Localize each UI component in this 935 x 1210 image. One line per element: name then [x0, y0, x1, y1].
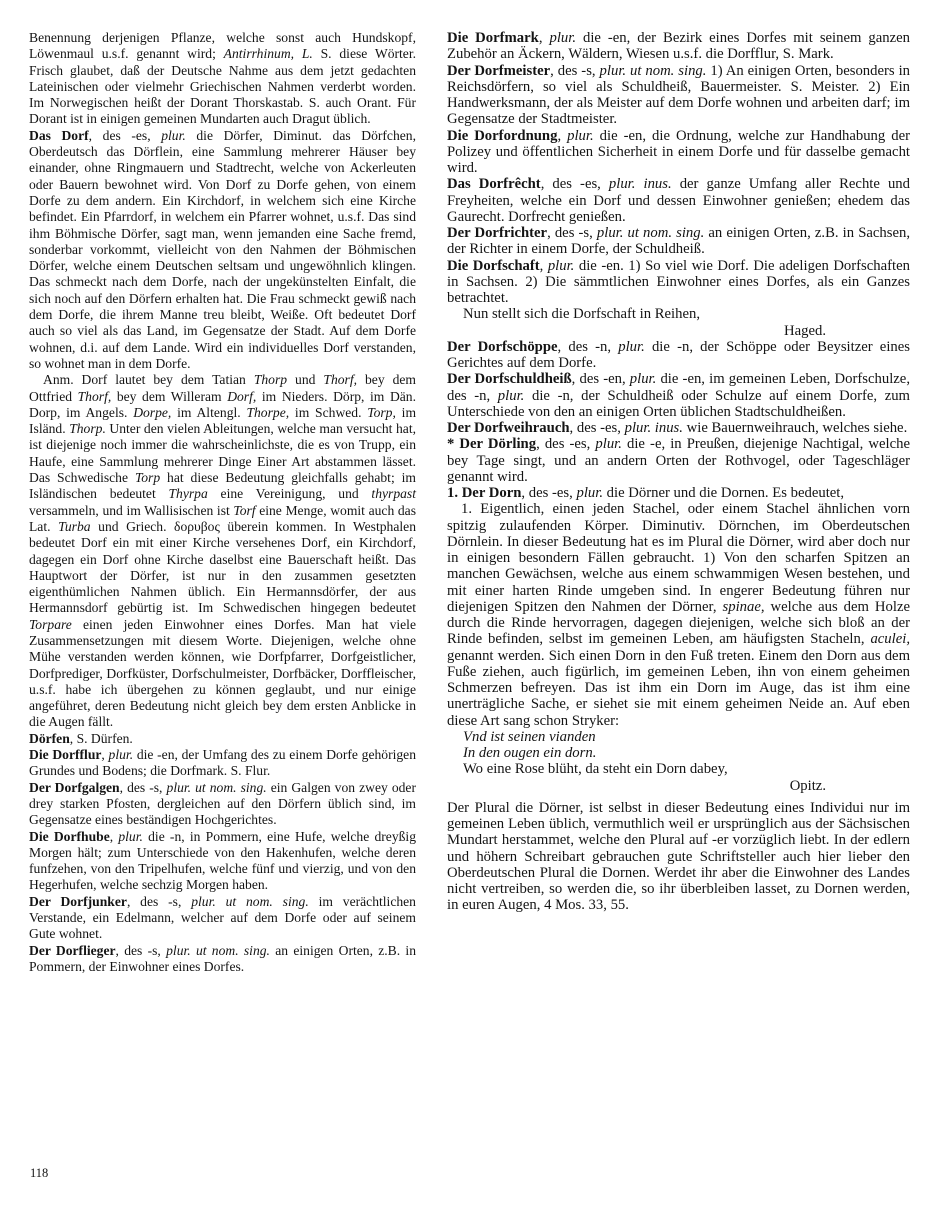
dictionary-entry [447, 258, 910, 307]
text-run: die Dörfer, Diminut. das Dörfchen, Oberdeutsch das Dörflein, eine Sammlung mehrerer Häuser bey einander, ohne Ringmauern und Stadtrecht, welche von Ackerleuten oder Bauern bewohnet wird. Von Dorf zu Dorfe gehen, von einem Dorfe zu dem andern. Ein Kirchdorf, in welchem sich eine Kirche befindet. Ein Pfarrdorf, in welchem ein Pfarrer wohnet, u.s.f. Das sind ihm Böhmische Dörfer, sagt man, wenn jemanden eine Sache fremd, sonderbar vorkommt, vielleicht von den Nahmen der Böhmischen Dörfer, welche einem Deutschen seltsam und ungewöhnlich klingen. Das schmeckt nach dem Dorfe, nach der ungekünstelten Einfalt, die sich noch auf den Dörfern erhalten hat. Die Frau schmeckt gewiß nach dem Dorfe, die ihrem Manne treu bleibt, Weiße. Oft bedeutet Dorf auch so viel als das Land, im Gegensatze der Stadt. Auf dem Dorfe wohnen, d.i. auf dem Lande. Wird ein individuelles Dorf verstanden, so wohnet man in dem Dorfe. [29, 127, 416, 371]
text-run: , S. Dürfen. [69, 730, 133, 746]
text-run: im Isländ. [29, 404, 417, 437]
dictionary-entry [29, 747, 416, 780]
italic-term: plur. [576, 485, 603, 501]
italic-term: Thorpe, [246, 404, 290, 420]
text-run: , [538, 30, 550, 46]
right-column [447, 30, 910, 914]
italic-term: plur. [629, 371, 657, 388]
text-run: , [109, 828, 119, 844]
quotation-attribution [447, 323, 910, 339]
italic-term: plur. [595, 436, 622, 453]
text-run: , [539, 257, 548, 274]
text-run: die -e, in Preußen, diejenige Nachtigal, welche bey Tage singt, und an andern Orten der Rothvogel, oder Tageschläger genannt wird. [447, 436, 910, 485]
headword: Die Dorfordnung [447, 127, 558, 144]
text-run: eine Menge, womit auch das Lat. [29, 502, 416, 534]
headword: Der Dorfmeister [447, 62, 551, 79]
continuation-paragraph [29, 30, 416, 128]
text-run: , des -s, [119, 779, 167, 795]
italic-term: Torpare [29, 616, 72, 632]
dictionary-entry [29, 894, 416, 943]
text-run: 1. Eigentlich, einen jeden Stachel, oder einem Stachel ähnlichen vorn spitzig zulaufenden Körper. Diminutiv. Dörnchen, im Oberdeutschen Dörnlein. In dieser Bedeutung hat es im Plural die Dörner, wird aber doch nur in einigen besondern Fällen gebraucht. 1) Von den scharfen Spitzen an manchen Gewächsen, welche aus einem schwammigen Wesen bestehen, und mit einer harten Rinde umgeben sind. In engerer Bedeutung führen nur diejenigen Spitzen den Nahmen der Dörner, [447, 501, 910, 615]
quotation-line [463, 745, 910, 761]
text-run: genannt werden. Sich einen Dorn in den Fuß treten. Einem den Dorn aus dem Fuße ziehen, auch figürlich, im gemeinen Leben, ihn von einem geheimen Schmerzen befreyen. Das ist ihm ein Dorn im Auge, das ist ihm eine unerträgliche Sache, er siehet sie mit einem geheimen Neide an. Auf eben diese Art sang schon Stryker: [447, 647, 910, 729]
page-number: 118 [30, 1166, 49, 1180]
italic-term: Thorp [253, 372, 288, 388]
text-run: die -en, im gemeinen Leben, Dorfschulze, des -n, [447, 371, 910, 404]
italic-term: plur. ut nom. sing. [191, 893, 309, 909]
dictionary-entry [29, 780, 416, 829]
italic-term: Torf [233, 502, 256, 518]
text-run: Unter den vielen Ableitungen, welche man versucht hat, ist diejenige noch immer die wahrscheinlichste, die es von Trupp, ein Haufe, eine Sammlung mehrerer Dinge Einer Art abstammen lässet. Das Schwedische [29, 421, 416, 486]
text-run: hat diese Bedeutung gleichfalls gehabt; im Isländischen bedeutet [29, 470, 416, 502]
dictionary-entry [447, 176, 910, 225]
dictionary-entry [29, 731, 416, 747]
dictionary-entry [447, 128, 910, 177]
italic-term: plur. ut nom. sing. [596, 225, 705, 241]
text-run: einen jeden Einwohner eines Dorfes. Man hat viele Zusammensetzungen mit diesem Worte. Diejenigen, welche ohne Mühe verstanden werden können, wie Dorfpfarrer, Dorfgeistlicher, Dorfprediger, Dorfküster, Dorfschulmeister, Dorfbäcker, Dorffleischer, u.s.f. habe ich übergehen zu können geglaubt, und nur einige angeführet, deren Bedeutung nicht gleich bey dem ersten Anblicke in die Augen fällt. [29, 616, 416, 730]
text-run: Wo eine Rose blüht, da steht ein Dorn dabey, [463, 761, 728, 778]
text-run: ein Galgen von zwey oder drey starken Pfosten, dergleichen auf den Dörfern üblich sind, im Gegensatze eines beständigen Hochgerichtes. [29, 779, 416, 828]
italic-term: Dorf, [227, 388, 257, 404]
italic-term: Antirrhinum, L. [223, 46, 313, 62]
headword: Der Dorfgalgen [29, 779, 120, 795]
text-run: Opitz. [789, 777, 826, 794]
text-run: und Griech. δορυβος überein kommen. In Westphalen bedeutet Dorf ein mit einer Kirche versehenes Dorf, ein Kirchdorf, dagegen ein Dorf ohne Kirche daselbst eine Bauerschaft heißt. Das Hauptwort der Dörfer, ist nur in den zusammen gesetzten eigenthümlichen Nahmen üblich. Ein Hermannsdörfer, der aus Hermannsdorf gebürtig ist. Im Schwedischen hingegen bedeutet [29, 518, 416, 616]
text-run: Benennung derjenigen Pflanze, welche sonst auch Hundskopf, Löwenmaul u.s.f. genannt wird; [29, 30, 416, 62]
headword: Der Dorfschuldheiß [447, 371, 572, 388]
italic-term: Torp [134, 470, 161, 486]
italic-term: plur. [108, 747, 134, 763]
text-run: eine Vereinigung, und [207, 486, 372, 502]
dictionary-entry [447, 225, 910, 258]
text-run: im Altengl. [171, 404, 247, 420]
italic-term: plur. [547, 257, 575, 274]
text-run: der ganze Umfang aller Rechte und Freyheiten, welche ein Dorf und dessen Einwohner genießen; ehedem das Gaurecht. Dorfrecht genießen. [447, 176, 910, 225]
text-run: , des -es, [88, 127, 162, 143]
text-run: Nun stellt sich die Dorfschaft in Reihen, [463, 306, 700, 323]
quotation-attribution [447, 778, 910, 794]
text-run: , des -n, [557, 338, 619, 355]
quotation-line [463, 729, 910, 745]
continuation-paragraph [447, 800, 910, 914]
text-run: , des -en, [571, 371, 630, 388]
dictionary-entry [447, 371, 910, 420]
text-run: 1) An einigen Orten, besonders in Reichsdörfern, so viel als Schuldheiß, Bauermeister. S. Meister. 2) Ein Handwerksmann, der als Meister auf dem Dorfe wohnen und arbeiten darf; im Gegensatze der Stadtmeister. [447, 62, 910, 128]
italic-term: Torp, [367, 404, 396, 420]
text-run: im Nieders. Dörp, im Dän. Dorp, im Angels. [29, 388, 416, 420]
anmerkung-paragraph [29, 372, 416, 731]
italic-term: plur. ut nom. sing. [599, 62, 707, 79]
text-run: wie Bauernweihrauch, welches siehe. [682, 420, 908, 436]
text-run: , [557, 127, 568, 144]
italic-term: Thorf, [323, 372, 358, 388]
dictionary-entry [447, 339, 910, 372]
headword: * Der Dörling [447, 436, 537, 453]
text-run: , des -s, [126, 893, 192, 909]
text-run: die -n, der Schuldheiß oder Schulze auf einem Dorfe, zum Unterschiede von den an einigen Orten üblichen Stadtschuldheißen. [447, 387, 910, 420]
text-run: , [101, 747, 109, 763]
headword: Dörfen [29, 730, 70, 746]
text-run: die -en, die Ordnung, welche zur Handhabung der Polizey und öffentlichen Sicherheit in einem Dorfe und für dasselbe gemacht wird. [447, 127, 910, 176]
dictionary-entry [29, 943, 416, 976]
text-run: , des -es, [569, 420, 625, 436]
text-run: die Dörner und die Dornen. Es bedeutet, [603, 485, 845, 501]
headword: Der Dorfschöppe [447, 338, 558, 355]
text-run: die -n, der Schöppe oder Beysitzer eines Gerichtes auf dem Dorfe. [447, 338, 910, 371]
text-run: Der Plural die Dörner, ist selbst in dieser Bedeutung eines Individui nur im gemeinen Leben üblich, vermuthlich weil er ursprünglich aus der Sächsischen Mundart herstammet, welche den Plural auf -er vorzüglich liebt. In der edlern und höhern Schreibart gebrauchen gute Schriftsteller auch hier lieber den Oberdeutschen Plural die Dornen. Werdet ihr aber die Einwohner des Landes nicht vertreiben, so werden die, so ihr überbleiben lasset, zu Dornen werden, in euren Augen, 4 Mos. 33, 55. [447, 799, 910, 914]
text-run: Vnd ist seinen vianden [463, 728, 596, 745]
text-run: an einigen Orten, z.B. in Pommern, der Einwohner eines Dorfes. [29, 942, 416, 974]
sense-paragraph [447, 501, 910, 729]
text-run: im Schwed. [289, 404, 368, 420]
dictionary-entry [447, 436, 910, 485]
italic-term: thyrpast [371, 486, 416, 502]
text-run: die -n, in Pommern, eine Hufe, welche dreyßig Morgen hält; zum Unterschiede von den Hakenhufen, welche deren funfzehen, von den Tripelhufen, welche fünf und vierzig, und von den Hegerhufen, welche sechzig Morgen haben. [29, 828, 416, 893]
dictionary-entry [447, 485, 910, 501]
text-run: bey dem Ottfried [29, 372, 416, 404]
headword: Das Dorf [29, 127, 89, 143]
italic-term: aculei, [870, 631, 910, 648]
quotation-line [463, 761, 910, 777]
text-run: Anm. Dorf lautet bey dem Tatian [43, 372, 254, 388]
text-run: welche aus dem Holze durch die Rinde hervorragen, dagegen diejenigen, welche sich bloß an der Rinde befinden, selbst im gemeinen Leben, am häufigsten Stacheln, [447, 598, 910, 648]
text-run: In den ougen ein dorn. [463, 745, 597, 761]
headword: Der Dorfrichter [447, 225, 548, 241]
headword: Der Dorfjunker [29, 893, 127, 909]
italic-term: Dorpe, [133, 404, 172, 420]
italic-term: plur. inus. [608, 176, 672, 193]
text-run: und [287, 372, 324, 388]
italic-term: plur. [567, 127, 594, 144]
text-run: im verächtlichen Verstande, ein Edelmann, welcher auf dem Dorfe oder auf seinem Gute wohnet. [29, 893, 416, 942]
left-column [29, 30, 416, 975]
headword: 1. Der Dorn [447, 485, 522, 501]
text-run: , des -s, [547, 225, 597, 241]
text-run: die -en. 1) So viel wie Dorf. Die adeligen Dorfschaften in Sachsen. 2) Die sämmtlichen Einwohner eines Dorfes, als ein Ganzes betrachtet. [447, 257, 910, 306]
italic-term: plur. [618, 338, 645, 355]
dictionary-entry [447, 420, 910, 436]
italic-term: plur. [118, 828, 143, 844]
text-run: die -en, der Bezirk eines Dorfes mit seinem ganzen Zubehör an Äckern, Wäldern, Wiesen u.s.f. die Dorfflur, S. Mark. [447, 30, 910, 63]
italic-term: Turba [58, 518, 91, 534]
italic-term: Thorp. [69, 421, 106, 437]
text-run: , des -es, [536, 436, 596, 453]
italic-term: plur. ut nom. sing. [166, 942, 270, 958]
text-run: , des -s, [550, 62, 600, 79]
text-run: bey dem Willeram [111, 388, 228, 404]
italic-term: plur. ut nom. sing. [166, 779, 267, 795]
italic-term: plur. inus. [624, 420, 683, 436]
text-run: S. diese Wörter. Frisch glaubet, daß der Deutsche Nahme aus dem jetzt gedachten Lateinischen oder vielmehr Griechischen Nahmen verderbt worden. Im Norwegischen heißt der Dorant Thorskastab. S. auch Orant. Für Dorant ist in einigen gemeinen Mundarten auch Dragut üblich. [29, 46, 416, 127]
text-run: , des -s, [115, 942, 167, 958]
headword: Die Dorfhube [29, 828, 110, 844]
italic-term: plur. [549, 30, 576, 46]
headword: Das Dorfrêcht [447, 176, 541, 193]
dictionary-entry [29, 829, 416, 894]
italic-term: plur. [497, 387, 525, 404]
headword: Der Dorfweihrauch [447, 420, 570, 436]
dictionary-entry [447, 63, 910, 128]
text-run: die -en, der Umfang des zu einem Dorfe gehörigen Grundes und Bodens; die Dorfmark. S. Flur. [29, 747, 417, 779]
headword: Die Dorfflur [29, 747, 102, 763]
headword: Die Dorfmark [447, 30, 539, 46]
dictionary-entry [447, 30, 910, 63]
italic-term: plur. [161, 127, 186, 143]
text-run: versammeln, und im Wallisischen ist [29, 502, 234, 518]
text-run: an einigen Orten, z.B. in Sachsen, der Richter in einem Dorfe, der Schuldheiß. [447, 225, 911, 258]
text-run: Haged. [783, 322, 826, 339]
italic-term: Thyrpa [168, 486, 208, 502]
quotation-line [463, 306, 910, 322]
headword: Der Dorflieger [29, 942, 116, 958]
text-run: , des -es, [540, 176, 609, 193]
dictionary-entry [29, 128, 416, 372]
italic-term: Thorf, [77, 388, 112, 404]
italic-term: spinae, [722, 598, 765, 615]
headword: Die Dorfschaft [447, 257, 540, 274]
text-run: , des -es, [521, 485, 577, 501]
